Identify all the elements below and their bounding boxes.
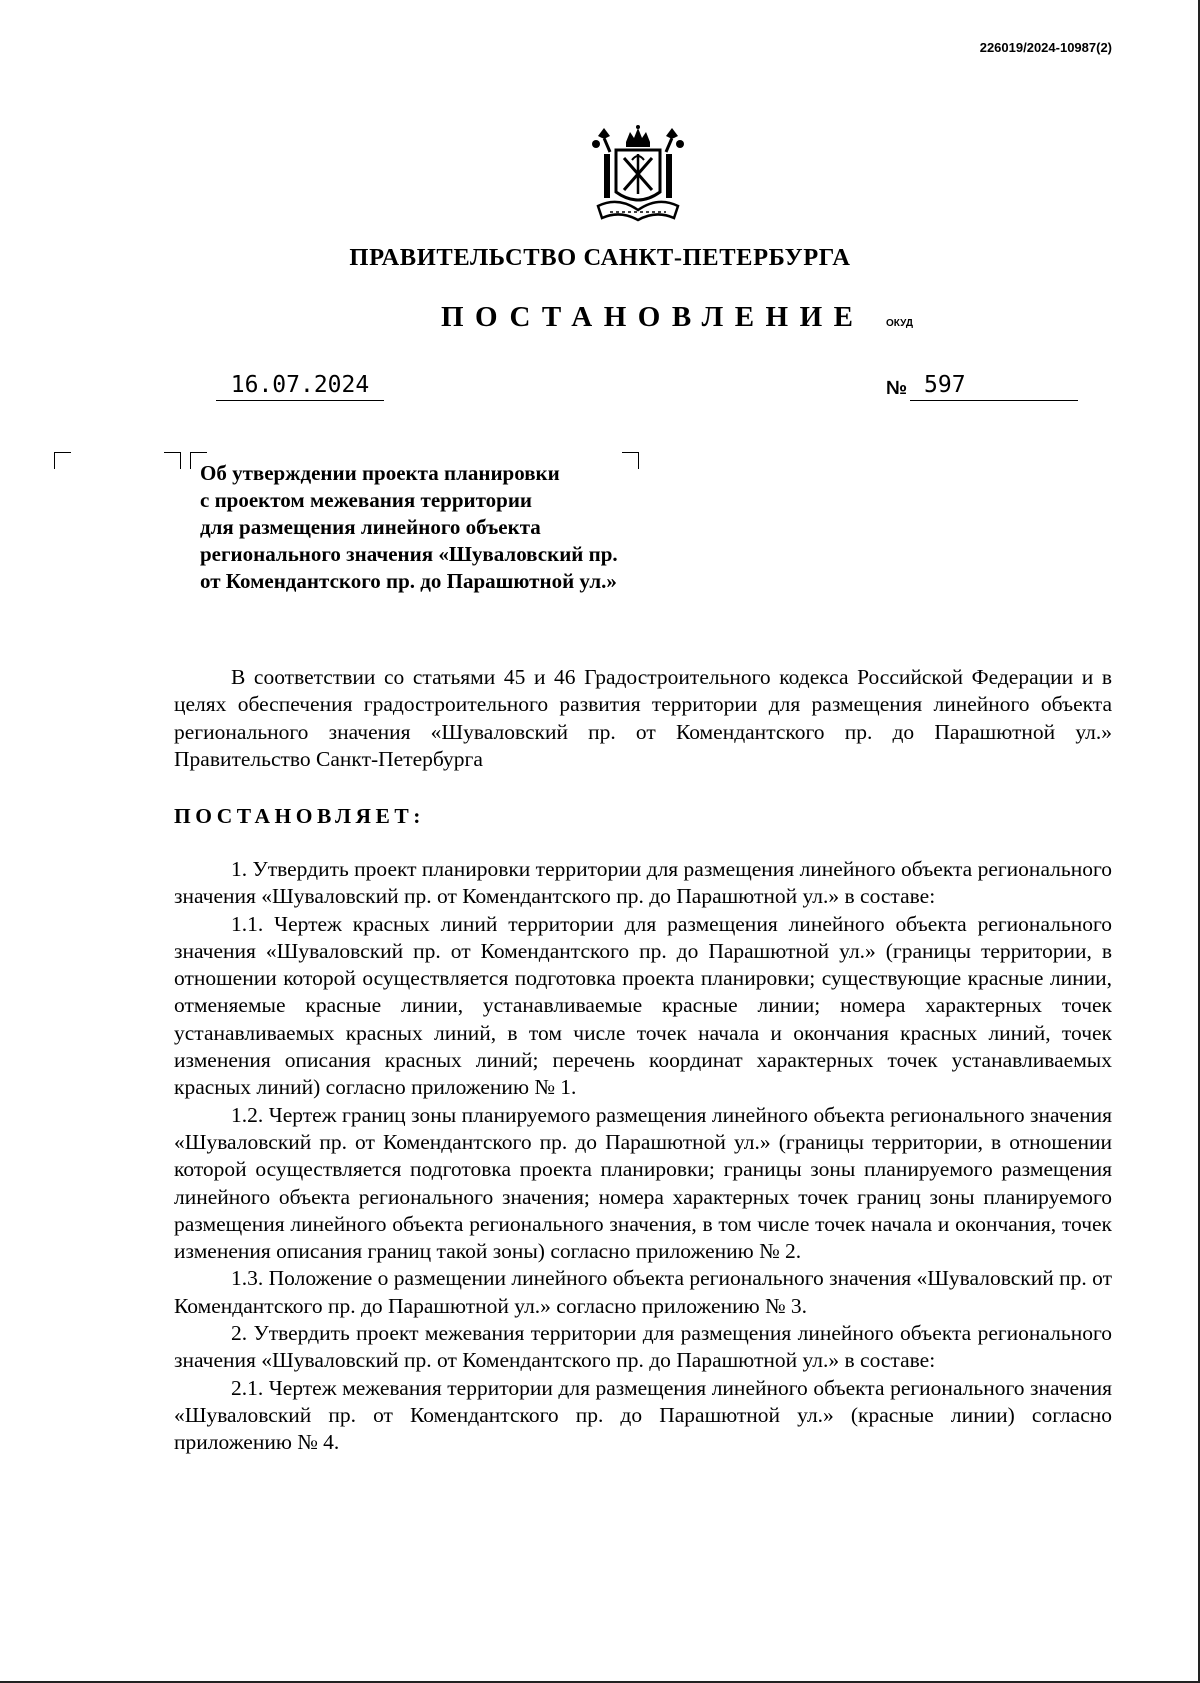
resolution-item: 1.2. Чертеж границ зоны планируемого размещения линейного объекта регионального значения «Шуваловский пр. от Комендантского пр. до Парашютной ул.» (границы территории, в отношении которой осуществляется подготовка проекта планировки; границы зоны планируемого размещения линейного объекта регионального значения; номера характерных точек границ зоны планируемого размещения линейного объекта регионального значения, в том числе точек начала и окончания, точек изменения описания границ такой зоны) согласно приложению № 2. <box>174 1102 1112 1264</box>
corner-bracket <box>622 452 639 469</box>
resolution-item: 1.1. Чертеж красных линий территории для размещения линейного объекта регионального значения «Шуваловский пр. от Комендантского пр. до Парашютной ул.» (границы территории, в отношении которой осуществляется подготовка проекта планировки; существующие красные линии, отменяемые красные линии, устанавливаемые красные линии; номера характерных точек устанавливаемых красных линий, в том числе точек начала и окончания красных линий, точек изменения описания красных линий; перечень координат характерных точек устанавливаемых красных линий) согласно приложению № 1. <box>174 911 1112 1100</box>
organization-name: ПРАВИТЕЛЬСТВО САНКТ-ПЕТЕРБУРГА <box>349 244 851 271</box>
preamble-block <box>174 664 1112 773</box>
resolve-heading: ПОСТАНОВЛЯЕТ: <box>174 804 425 828</box>
preamble-paragraph: В соответствии со статьями 45 и 46 Градостроительного кодекса Российской Федерации и в целях обеспечения градостроительного развития территории для размещения линейного объекта регионального значения «Шуваловский пр. от Комендантского пр. до Парашютной ул.» Правительство Санкт-Петербурга <box>174 665 1112 771</box>
document-registration-number: 226019/2024-10987(2) <box>979 40 1112 55</box>
subject-line: Об утверждении проекта планировки <box>200 461 560 485</box>
subject-line: с проектом межевания территории <box>200 488 533 512</box>
resolution-item: 2.1. Чертеж межевания территории для размещения линейного объекта регионального значения «Шуваловский пр. от Комендантского пр. до Парашютной ул.» (красные линии) согласно приложению № 4. <box>174 1375 1112 1455</box>
resolution-items <box>174 856 1112 1457</box>
spb-coat-of-arms-icon <box>584 124 692 224</box>
corner-bracket <box>164 452 181 469</box>
document-subject <box>200 460 618 595</box>
resolution-item: 2. Утвердить проект межевания территории для размещения линейного объекта регионального значения «Шуваловский пр. от Комендантского пр. до Парашютной ул.» в составе: <box>174 1321 1112 1373</box>
number-sign: № <box>886 378 908 399</box>
okud-label: ОКУД <box>886 318 913 329</box>
resolution-item: 1.3. Положение о размещении линейного объекта регионального значения «Шуваловский пр. от Комендантского пр. до Парашютной ул.» согласно приложению № 3. <box>174 1266 1113 1318</box>
corner-bracket <box>54 452 71 469</box>
document-number: 597 <box>910 370 1078 401</box>
resolution-item: 1. Утвердить проект планировки территории для размещения линейного объекта регионального значения «Шуваловский пр. от Комендантского пр. до Парашютной ул.» в составе: <box>174 857 1112 909</box>
subject-line: для размещения линейного объекта <box>200 515 541 539</box>
subject-line: от Комендантского пр. до Парашютной ул.» <box>200 569 617 593</box>
document-date: 16.07.2024 <box>216 370 384 401</box>
subject-line: регионального значения «Шуваловский пр. <box>200 542 618 566</box>
document-type-title: ПОСТАНОВЛЕНИЕ <box>441 301 865 333</box>
